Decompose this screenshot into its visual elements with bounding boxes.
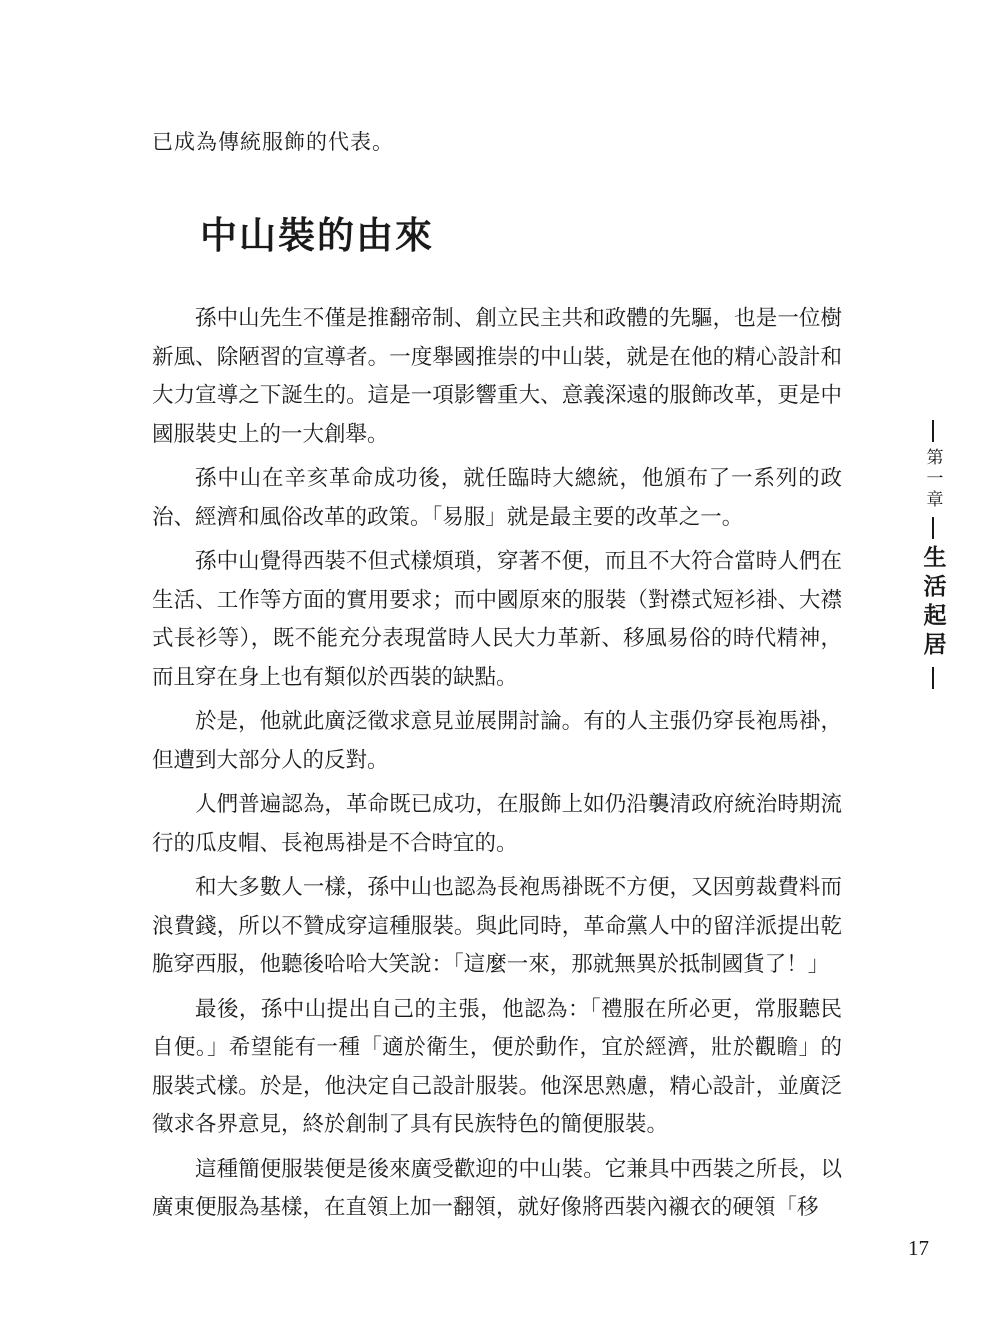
paragraph: 這種簡便服裝便是後來廣受歡迎的中山裝。它兼具中西裝之所長，以廣東便服為基樣，在直領上加一翻領，就好像將西裝內襯衣的硬領「移: [152, 1156, 842, 1220]
paragraph: 最後，孫中山提出自己的主張，他認為：「禮服在所必更，常服聽民自便。」希望能有一種「適於衛生，便於動作，宜於經濟，壯於觀瞻」的服裝式樣。於是，他決定自己設計服裝。他深思熟慮，精心設計，並廣泛徵求各界意見，終於創制了具有民族特色的簡便服裝。: [152, 996, 842, 1137]
chapter-side-tab: [913, 420, 953, 689]
paragraph: 孫中山先生不僅是推翻帝制、創立民主共和政體的先驅，也是一位樹新風、除陋習的宣導者。一度舉國推崇的中山裝，就是在他的精心設計和大力宣導之下誕生的。這是一項影響重大、意義深遠的服飾改革，更是中國服裝史上的一大創舉。: [152, 306, 842, 447]
paragraph: 孫中山覺得西裝不但式樣煩瑣，穿著不便，而且不大符合當時人們在生活、工作等方面的實用要求；而中國原來的服裝（對襟式短衫褂、大襟式長衫等），既不能充分表現當時人民大力革新、移風易俗的時代精神，而且穿在身上也有類似於西裝的缺點。: [152, 549, 842, 690]
body-text: [152, 300, 842, 1234]
section-heading: 中山裝的由來: [200, 214, 434, 257]
paragraph: 人們普遍認為，革命既已成功，在服飾上如仍沿襲清政府統治時期流行的瓜皮帽、長袍馬褂是不合時宜的。: [152, 792, 842, 856]
page-number: 17: [908, 1236, 929, 1260]
paragraph: 於是，他就此廣泛徵求意見並展開討論。有的人主張仍穿長袍馬褂，但遭到大部分人的反對。: [152, 709, 842, 773]
paragraph: 和大多數人一樣，孫中山也認為長袍馬褂既不方便，又因剪裁費料而浪費錢，所以不贊成穿這種服裝。與此同時，革命黨人中的留洋派提出乾脆穿西服，他聽後哈哈大笑說：「這麼一來，那就無異於抵制國貨了！」: [152, 875, 842, 977]
tab-rule-top: [932, 420, 934, 442]
tab-rule-bottom: [932, 667, 934, 689]
chapter-title: 生活起居: [919, 545, 946, 661]
tab-rule-middle: [932, 517, 934, 539]
carryover-text: 已成為傳統服飾的代表。: [152, 130, 394, 154]
paragraph: 孫中山在辛亥革命成功後，就任臨時大總統，他頒布了一系列的政治、經濟和風俗改革的政策。「易服」就是最主要的改革之一。: [152, 466, 842, 530]
chapter-label: 第一章: [922, 448, 943, 511]
